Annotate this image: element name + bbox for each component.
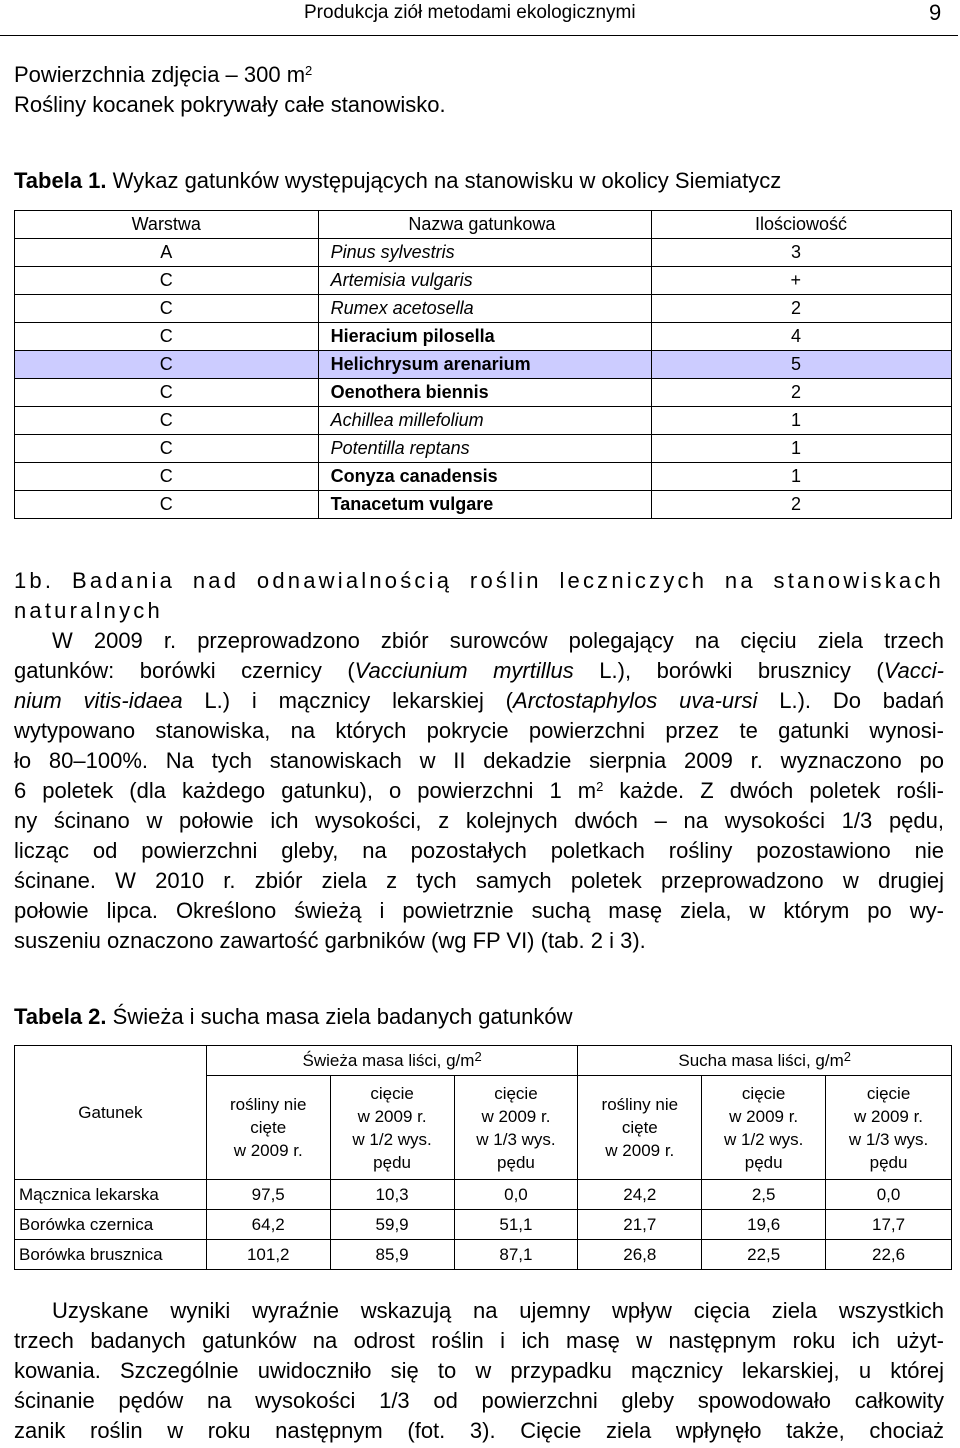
table-row xyxy=(15,239,952,267)
value-cell: 101,2 xyxy=(206,1240,330,1270)
quantity-cell: + xyxy=(652,267,952,295)
value-cell: 0,0 xyxy=(826,1180,952,1210)
closing-line-3: kowania. Szczególnie uwidoczniło się to w przypadku mącznicy lekarskiej, u której xyxy=(14,1358,944,1383)
quantity-cell: 4 xyxy=(652,323,952,351)
quantity-cell: 3 xyxy=(652,239,952,267)
running-header-title: Produkcja ziół metodami ekologicznymi xyxy=(304,2,636,23)
value-cell: 87,1 xyxy=(454,1240,578,1270)
species-cell: Tanacetum vulgare xyxy=(318,491,652,519)
species-cell: Hieracium pilosella xyxy=(318,323,652,351)
species-cell: Conyza canadensis xyxy=(318,463,652,491)
value-cell: 24,2 xyxy=(578,1180,702,1210)
layer-cell: A xyxy=(15,239,319,267)
layer-cell: C xyxy=(15,351,319,379)
table-row xyxy=(15,1210,952,1240)
col-header-species: Nazwa gatunkowa xyxy=(318,211,652,239)
value-cell: 10,3 xyxy=(330,1180,454,1210)
col-header-quantity: Ilościowość xyxy=(652,211,952,239)
layer-cell: C xyxy=(15,267,319,295)
intro-line-2: Rośliny kocanek pokrywały całe stanowisko. xyxy=(14,92,446,117)
subheader-uncut: rośliny nie cięte w 2009 r. xyxy=(206,1076,330,1180)
para-line-10: połowie lipca. Określono świeżą i powietrznie suchą masę ziela, w którym po wy- xyxy=(14,898,944,923)
table-row xyxy=(15,463,952,491)
table-group-header-row xyxy=(15,1046,952,1076)
quantity-cell: 5 xyxy=(652,351,952,379)
section-heading-line-2: naturalnych xyxy=(14,598,163,623)
layer-cell: C xyxy=(15,379,319,407)
header-rule xyxy=(0,35,958,36)
value-cell: 22,6 xyxy=(826,1240,952,1270)
subheader-cut-third: cięcie w 2009 r. w 1/3 wys. pędu xyxy=(826,1076,952,1180)
table-row-highlighted xyxy=(15,351,952,379)
species-cell: Helichrysum arenarium xyxy=(318,351,652,379)
species-cell: Borówka czernica xyxy=(15,1210,207,1240)
table-row xyxy=(15,1180,952,1210)
para-line-4: wytypowano stanowiska, na których pokrycie powierzchni przez te gatunki wynosi- xyxy=(14,718,944,743)
col-header-species: Gatunek xyxy=(15,1046,207,1180)
para-line-2: gatunków: borówki czernicy (Vacciunium myrtillus L.), borówki brusznicy (Vacci- xyxy=(14,658,944,683)
species-cell: Achillea millefolium xyxy=(318,407,652,435)
table-row xyxy=(15,267,952,295)
value-cell: 85,9 xyxy=(330,1240,454,1270)
layer-cell: C xyxy=(15,435,319,463)
value-cell: 51,1 xyxy=(454,1210,578,1240)
para-line-7: ny ścinano w połowie ich wysokości, z kolejnych dwóch – na wysokości 1/3 pędu, xyxy=(14,808,944,833)
section-heading-line-1: 1b. Badania nad odnawialnością roślin leczniczych na stanowiskach xyxy=(14,568,944,593)
species-cell: Borówka brusznica xyxy=(15,1240,207,1270)
table-row xyxy=(15,407,952,435)
quantity-cell: 2 xyxy=(652,491,952,519)
closing-line-1: Uzyskane wyniki wyraźnie wskazują na ujemny wpływ cięcia ziela wszystkich xyxy=(52,1298,944,1323)
subheader-cut-half: cięcie w 2009 r. w 1/2 wys. pędu xyxy=(330,1076,454,1180)
species-cell: Pinus sylvestris xyxy=(318,239,652,267)
col-header-layer: Warstwa xyxy=(15,211,319,239)
table-row xyxy=(15,435,952,463)
table2-caption: Tabela 2. Świeża i sucha masa ziela badanych gatunków xyxy=(14,1004,573,1029)
quantity-cell: 2 xyxy=(652,379,952,407)
quantity-cell: 1 xyxy=(652,407,952,435)
group-header-dry: Sucha masa liści, $g/m^2$ xyxy=(578,1046,952,1076)
value-cell: 19,6 xyxy=(702,1210,826,1240)
table-row xyxy=(15,491,952,519)
species-cell: Artemisia vulgaris xyxy=(318,267,652,295)
quantity-cell: 1 xyxy=(652,463,952,491)
value-cell: 64,2 xyxy=(206,1210,330,1240)
para-line-11: suszeniu oznaczono zawartość garbników (wg FP VI) (tab. 2 i 3). xyxy=(14,928,646,953)
para-line-3: nium vitis-idaea L.) i mącznicy lekarskiej (Arctostaphylos uva-ursi L.). Do badań xyxy=(14,688,944,713)
species-cell: Potentilla reptans xyxy=(318,435,652,463)
layer-cell: C xyxy=(15,323,319,351)
value-cell: 97,5 xyxy=(206,1180,330,1210)
table-row xyxy=(15,295,952,323)
intro-line-1: Powierzchnia zdjęcia – 300 $m^2$ xyxy=(14,62,313,87)
closing-line-4: ścinanie pędów na wysokości 1/3 od powierzchni gleby spowodowało całkowity xyxy=(14,1388,944,1413)
layer-cell: C xyxy=(15,463,319,491)
table-row xyxy=(15,379,952,407)
para-line-1: W 2009 r. przeprowadzono zbiór surowców polegający na cięciu ziela trzech xyxy=(52,628,944,653)
species-table xyxy=(14,210,952,519)
value-cell: 26,8 xyxy=(578,1240,702,1270)
value-cell: 21,7 xyxy=(578,1210,702,1240)
species-cell: Mącznica lekarska xyxy=(15,1180,207,1210)
quantity-cell: 2 xyxy=(652,295,952,323)
value-cell: 17,7 xyxy=(826,1210,952,1240)
para-line-6: 6 poletek (dla każdego gatunku), o powierzchni 1 $m^2$ każde. Z dwóch poletek rośli- xyxy=(14,778,944,803)
table1-caption: Tabela 1. Wykaz gatunków występujących na stanowisku w okolicy Siemiatycz xyxy=(14,168,782,193)
layer-cell: C xyxy=(15,407,319,435)
species-cell: Rumex acetosella xyxy=(318,295,652,323)
table-row xyxy=(15,323,952,351)
table-header-row xyxy=(15,211,952,239)
quantity-cell: 1 xyxy=(652,435,952,463)
species-cell: Oenothera biennis xyxy=(318,379,652,407)
para-line-8: licząc od powierzchni gleby, na pozostałych poletkach rośliny pozostawiono nie xyxy=(14,838,944,863)
page-number: 9 xyxy=(929,0,942,25)
mass-table xyxy=(14,1045,952,1270)
closing-line-2: trzech badanych gatunków na odrost roślin i ich masę w następnym roku ich użyt- xyxy=(14,1328,944,1353)
group-header-fresh: Świeża masa liści, $g/m^2$ xyxy=(206,1046,578,1076)
value-cell: 2,5 xyxy=(702,1180,826,1210)
para-line-5: ło 80–100%. Na tych stanowiskach w II dekadzie sierpnia 2009 r. wyznaczono po xyxy=(14,748,944,773)
value-cell: 22,5 xyxy=(702,1240,826,1270)
table-row xyxy=(15,1240,952,1270)
closing-line-5: zanik roślin w roku następnym (fot. 3). Cięcie ziela wpłynęło także, chociaż xyxy=(14,1418,944,1443)
subheader-cut-third: cięcie w 2009 r. w 1/3 wys. pędu xyxy=(454,1076,578,1180)
layer-cell: C xyxy=(15,491,319,519)
para-line-9: ścinane. W 2010 r. zbiór ziela z tych samych poletek przeprowadzono w drugiej xyxy=(14,868,944,893)
subheader-uncut: rośliny nie cięte w 2009 r. xyxy=(578,1076,702,1180)
layer-cell: C xyxy=(15,295,319,323)
value-cell: 0,0 xyxy=(454,1180,578,1210)
subheader-cut-half: cięcie w 2009 r. w 1/2 wys. pędu xyxy=(702,1076,826,1180)
value-cell: 59,9 xyxy=(330,1210,454,1240)
